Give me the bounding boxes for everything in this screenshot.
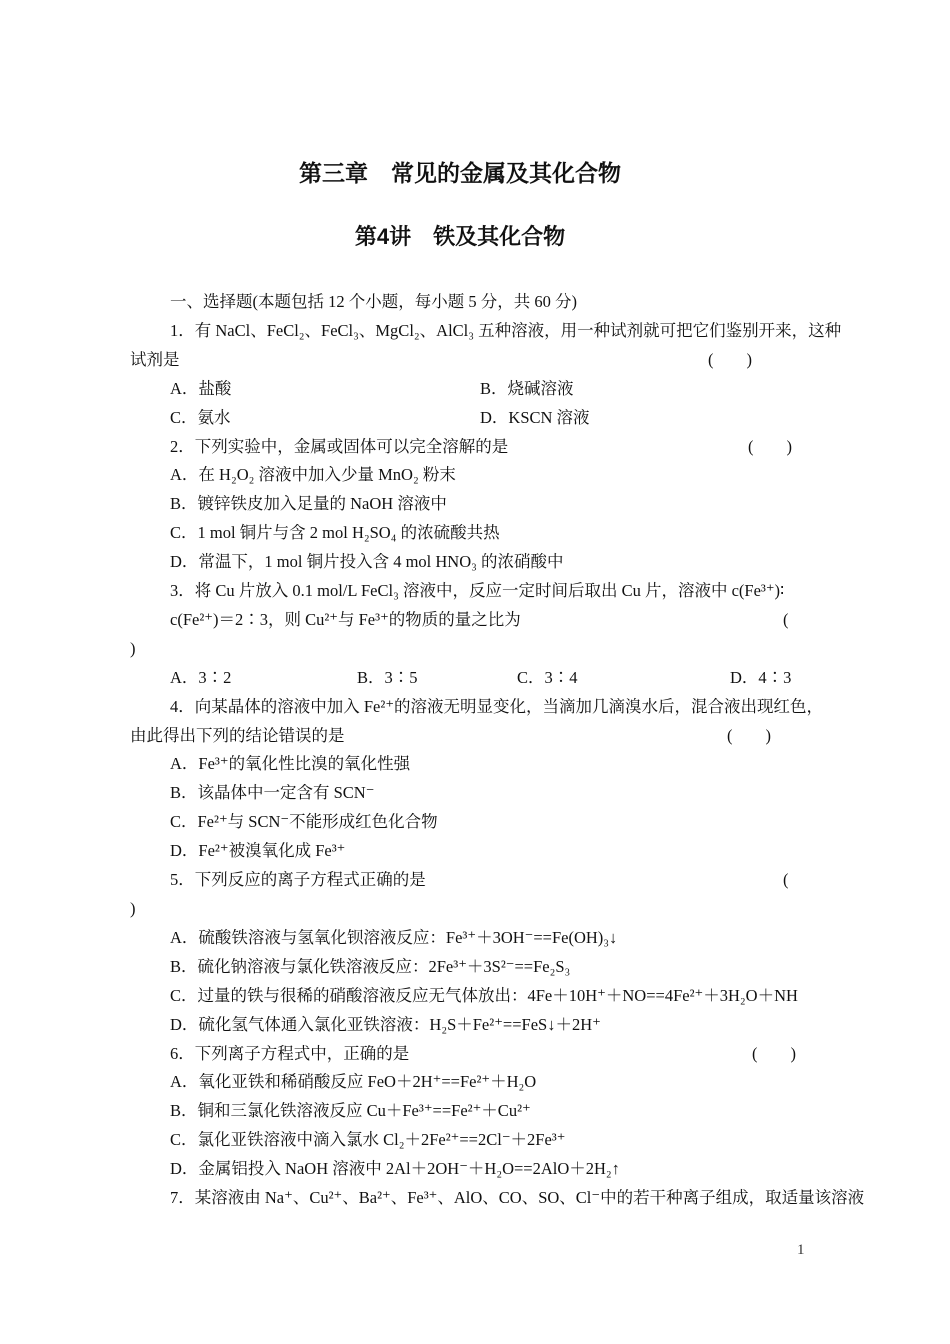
question-2-option-c: C．1 mol 铜片与含 2 mol H₂SO₄ 的浓硫酸共热 bbox=[170, 523, 500, 543]
question-4-option-a: A．Fe³⁺的氧化性比溴的氧化性强 bbox=[170, 754, 411, 774]
question-5-option-a: A．硫酸铁溶液与氢氧化钡溶液反应：Fe³⁺＋3OH⁻==Fe(OH)₃↓ bbox=[170, 927, 618, 947]
question-6-stem-text: 6．下列离子方程式中，正确的是 bbox=[170, 1043, 410, 1063]
question-3-option-b: B．3∶5 bbox=[357, 667, 418, 687]
question-5-option-b: B．硫化钠溶液与氯化铁溶液反应：2Fe³⁺＋3S²⁻==Fe₂S₃ bbox=[170, 956, 571, 976]
question-2-stem-text: 2．下列实验中，金属或固体可以完全溶解的是 bbox=[170, 436, 509, 456]
question-6-answer-bracket: ( ) bbox=[752, 1043, 796, 1063]
question-5-stem-text: 5．下列反应的离子方程式正确的是 bbox=[170, 870, 426, 890]
document-page bbox=[130, 158, 870, 1213]
question-1-option-a: A．盐酸 bbox=[170, 378, 232, 398]
question-4-answer-bracket: ( ) bbox=[727, 725, 771, 745]
question-3-options-row bbox=[130, 664, 870, 693]
question-5-bracket-open: ( bbox=[783, 870, 789, 890]
question-3-stem-line-1: 3．将 Cu 片放入 0.1 mol/L FeCl₃ 溶液中，反应一定时间后取出 Cu 片，溶液中 c(Fe³⁺)∶ bbox=[170, 581, 785, 601]
question-1-option-b: B．烧碱溶液 bbox=[480, 378, 574, 398]
question-1-stem-line-1: 1．有 NaCl、FeCl₂、FeCl₃、MgCl₂、AlCl₃ 五种溶液，用一种试剂就可把它们鉴别开来，这种 bbox=[170, 320, 842, 340]
question-3-option-d: D．4∶3 bbox=[730, 667, 792, 687]
question-2-answer-bracket: ( ) bbox=[748, 436, 792, 456]
question-1-stem-text: 试剂是 bbox=[130, 349, 180, 369]
question-2-option-a: A．在 H₂O₂ 溶液中加入少量 MnO₂ 粉末 bbox=[170, 465, 456, 485]
question-1-option-d: D．KSCN 溶液 bbox=[480, 407, 590, 427]
question-6-option-b: B．铜和三氯化铁溶液反应 Cu＋Fe³⁺==Fe²⁺＋Cu²⁺ bbox=[170, 1101, 531, 1121]
question-3-option-c: C．3∶4 bbox=[517, 667, 578, 687]
question-6-option-c: C．氯化亚铁溶液中滴入氯水 Cl₂＋2Fe²⁺==2Cl⁻＋2Fe³⁺ bbox=[170, 1130, 566, 1150]
title-block bbox=[90, 158, 830, 252]
exam-body bbox=[130, 288, 870, 1213]
question-2-option-d: D．常温下，1 mol 铜片投入含 4 mol HNO₃ 的浓硝酸中 bbox=[170, 552, 564, 572]
question-4-option-d: D．Fe²⁺被溴氧化成 Fe³⁺ bbox=[170, 841, 346, 861]
question-5-option-c: C．过量的铁与很稀的硝酸溶液反应无气体放出：4Fe＋10H⁺＋NO==4Fe²⁺＋3H₂O＋NH bbox=[170, 985, 798, 1005]
question-5-bracket-close-line: ) bbox=[130, 898, 136, 918]
question-4-option-b: B．该晶体中一定含有 SCN⁻ bbox=[170, 783, 375, 803]
page-number: 1 bbox=[797, 1242, 805, 1258]
question-4-stem-text: 由此得出下列的结论错误的是 bbox=[130, 725, 345, 745]
question-6-option-a: A．氧化亚铁和稀硝酸反应 FeO＋2H⁺==Fe²⁺＋H₂O bbox=[170, 1072, 537, 1092]
question-4-stem-line-2 bbox=[130, 722, 870, 751]
question-3-bracket-open: ( bbox=[783, 609, 789, 629]
question-5-stem bbox=[130, 866, 870, 895]
question-1-option-c: C．氨水 bbox=[170, 407, 231, 427]
question-3-stem-text: c(Fe²⁺)＝2∶3，则 Cu²⁺与 Fe³⁺的物质的量之比为 bbox=[170, 609, 521, 629]
question-2-stem bbox=[130, 433, 870, 462]
question-1-stem-line-2 bbox=[130, 346, 870, 375]
question-1-options-row-2 bbox=[130, 404, 870, 433]
question-3-bracket-close-line: ) bbox=[130, 638, 136, 658]
chapter-title: 第三章 常见的金属及其化合物 bbox=[299, 160, 621, 186]
question-4-option-c: C．Fe²⁺与 SCN⁻不能形成红色化合物 bbox=[170, 812, 438, 832]
section-heading: 一、选择题(本题包括 12 个小题，每小题 5 分，共 60 分) bbox=[170, 292, 577, 311]
question-3-stem-line-2 bbox=[130, 606, 870, 635]
lecture-title: 第4讲 铁及其化合物 bbox=[354, 224, 566, 249]
question-6-option-d: D．金属铝投入 NaOH 溶液中 2Al＋2OH⁻＋H₂O==2AlO＋2H₂↑ bbox=[170, 1159, 620, 1179]
question-2-option-b: B．镀锌铁皮加入足量的 NaOH 溶液中 bbox=[170, 494, 447, 514]
question-4-stem-line-1: 4．向某晶体的溶液中加入 Fe²⁺的溶液无明显变化，当滴加几滴溴水后，混合液出现红色， bbox=[170, 696, 824, 716]
question-7-stem-line-1: 7．某溶液由 Na⁺、Cu²⁺、Ba²⁺、Fe³⁺、AlO、CO、SO、Cl⁻中的若干种离子组成，取适量该溶液 bbox=[170, 1188, 865, 1208]
question-5-option-d: D．硫化氢气体通入氯化亚铁溶液：H₂S＋Fe²⁺==FeS↓＋2H⁺ bbox=[170, 1014, 601, 1034]
question-6-stem bbox=[130, 1040, 870, 1069]
question-1-answer-bracket: ( ) bbox=[708, 349, 752, 369]
question-1-options-row-1 bbox=[130, 375, 870, 404]
question-3-option-a: A．3∶2 bbox=[170, 667, 232, 687]
